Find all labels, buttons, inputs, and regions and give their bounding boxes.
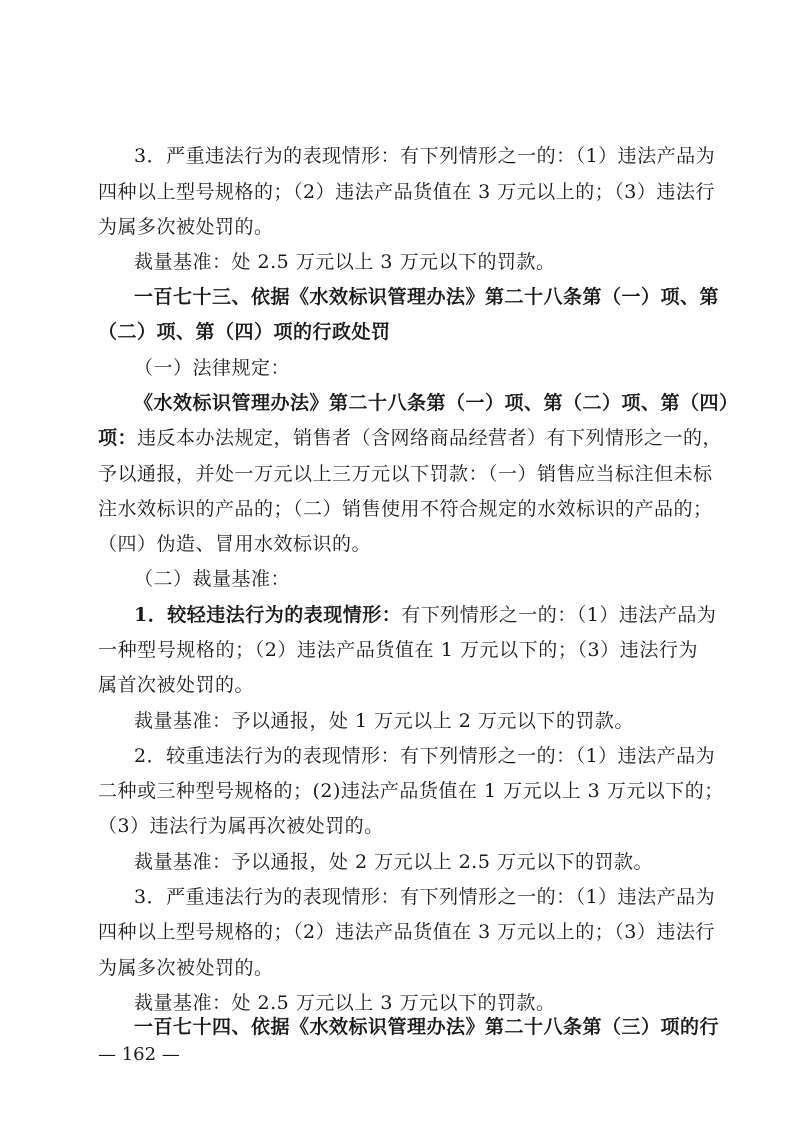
line-text: 注水效标识的产品的；（二）销售使用不符合规定的水效标识的产品的； xyxy=(98,498,713,520)
paragraph-line xyxy=(134,566,698,592)
paragraph-line xyxy=(98,496,713,522)
line-text-bold: 1．较轻违法行为的表现情形： xyxy=(134,604,402,626)
line-text: 四种以上型号规格的；（2）违法产品货值在 3 万元以上的；（3）违法行 xyxy=(98,181,715,203)
paragraph-line xyxy=(134,849,698,875)
line-text: （二）裁量基准： xyxy=(134,568,291,590)
heading-text: 一百七十三、依据《水效标识管理办法》第二十八条第（一）项、第 xyxy=(134,286,720,308)
paragraph-line xyxy=(134,708,698,734)
line-text: 裁量基准：处 2.5 万元以上 3 万元以下的罚款。 xyxy=(134,992,556,1014)
paragraph-line xyxy=(134,990,698,1016)
section-heading-line xyxy=(134,284,720,310)
line-text: 四种以上型号规格的；（2）违法产品货值在 3 万元以上的；（3）违法行 xyxy=(98,921,715,943)
line-text: （一）法律规定： xyxy=(134,357,291,379)
paragraph-line xyxy=(134,602,717,628)
paragraph-line xyxy=(134,143,716,169)
line-text: 违反本办法规定，销售者（含网络商品经营者）有下列情形之一的， xyxy=(137,427,723,449)
line-text: 裁量基准：处 2.5 万元以上 3 万元以下的罚款。 xyxy=(134,251,556,273)
paragraph-line xyxy=(98,778,724,804)
paragraph-line xyxy=(98,813,698,839)
line-text: 为属多次被处罚的。 xyxy=(98,216,274,238)
heading-text: 一百七十四、依据《水效标识管理办法》第二十八条第（三）项的行 xyxy=(134,1016,720,1038)
line-text: 3．严重违法行为的表现情形：有下列情形之一的：（1）违法产品为 xyxy=(134,145,716,167)
heading-text: （二）项、第（四）项的行政处罚 xyxy=(98,321,391,343)
page-number: — 162 — xyxy=(98,1044,180,1065)
section-heading-line xyxy=(134,1014,720,1040)
paragraph-line xyxy=(98,461,713,487)
line-text: 予以通报，并处一万元以上三万元以下罚款：（一）销售应当标注但未标 xyxy=(98,463,713,485)
paragraph-line xyxy=(98,672,698,698)
paragraph-line xyxy=(134,743,716,769)
paragraph-line xyxy=(98,531,698,557)
paragraph-line xyxy=(98,425,723,451)
line-text: 裁量基准：予以通报，处 2 万元以上 2.5 万元以下的罚款。 xyxy=(134,851,653,873)
line-text: （3）违法行为属再次被处罚的。 xyxy=(98,815,384,837)
line-text: 属首次被处罚的。 xyxy=(98,674,255,696)
line-text: 2．较重违法行为的表现情形：有下列情形之一的：（1）违法产品为 xyxy=(134,745,716,767)
line-text: 3．严重违法行为的表现情形：有下列情形之一的：（1）违法产品为 xyxy=(134,886,716,908)
law-title-text: 《水效标识管理办法》第二十八条第（一）项、第（二）项、第（四） xyxy=(134,392,739,414)
paragraph-line xyxy=(98,179,715,205)
line-text: （四）伪造、冒用水效标识的。 xyxy=(98,533,372,555)
line-text: 为属多次被处罚的。 xyxy=(98,957,274,979)
line-text: 二种或三种型号规格的；(2)违法产品货值在 1 万元以上 3 万元以下的； xyxy=(98,780,724,802)
line-text: 有下列情形之一的：（1）违法产品为 xyxy=(401,604,717,626)
line-text-bold: 项： xyxy=(98,427,138,449)
law-title-line xyxy=(134,390,739,416)
section-heading-line xyxy=(98,319,698,345)
paragraph-line xyxy=(134,249,698,275)
paragraph-line xyxy=(134,355,698,381)
line-text: 一种型号规格的；（2）违法产品货值在 1 万元以下的；（3）违法行为 xyxy=(98,639,698,661)
paragraph-line xyxy=(134,884,716,910)
paragraph-line xyxy=(98,214,698,240)
paragraph-line xyxy=(98,955,698,981)
line-text: 裁量基准：予以通报，处 1 万元以上 2 万元以下的罚款。 xyxy=(134,710,634,732)
paragraph-line xyxy=(98,919,715,945)
paragraph-line xyxy=(98,637,698,663)
